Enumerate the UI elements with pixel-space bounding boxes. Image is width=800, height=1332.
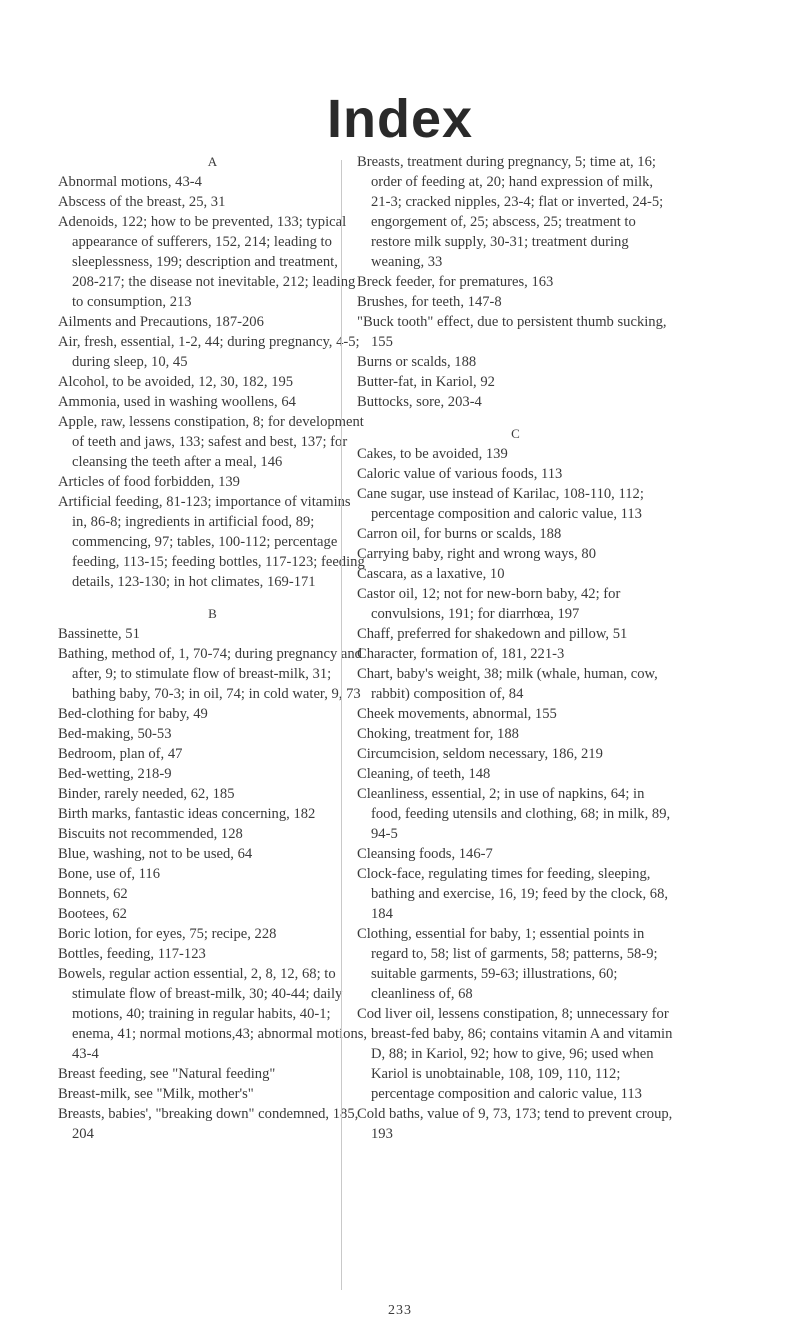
index-entry: Abscess of the breast, 25, 31 [58, 194, 226, 210]
index-entry: Clothing, essential for baby, 1; essential points in regard to, 58; list of garments, 58; patterns, 58-9; suitable garments, 59-63; illustrations, 60; cleanliness of, 68 [357, 926, 658, 1002]
index-entry: Choking, treatment for, 188 [357, 726, 519, 742]
index-entry: Bassinette, 51 [58, 626, 140, 642]
index-entry: Bootees, 62 [58, 906, 127, 922]
index-entry: Brushes, for teeth, 147-8 [357, 294, 502, 310]
index-entry: Biscuits not recommended, 128 [58, 826, 243, 842]
index-entry: Carrying baby, right and wrong ways, 80 [357, 546, 596, 562]
index-entry: Breast-milk, see "Milk, mother's" [58, 1086, 254, 1102]
index-entry: Clock-face, regulating times for feeding, sleeping, bathing and exercise, 16, 19; feed by the clock, 68, 184 [357, 866, 669, 922]
index-entry: Ammonia, used in washing woollens, 64 [58, 394, 296, 410]
index-entry: Abnormal motions, 43-4 [58, 174, 202, 190]
index-entry: Blue, washing, not to be used, 64 [58, 846, 253, 862]
section-gap [357, 412, 675, 424]
index-entry: Bathing, method of, 1, 70-74; during pregnancy and after, 9; to stimulate flow of breast-milk, 31; bathing baby, 70-3; in oil, 74; in cold water, 9, 73 [58, 646, 362, 702]
index-column-right [357, 152, 675, 1144]
index-entry: Air, fresh, essential, 1-2, 44; during pregnancy, 4-5; during sleep, 10, 45 [58, 334, 360, 370]
index-entry: "Buck tooth" effect, due to persistent thumb sucking, 155 [357, 314, 667, 350]
index-entry: Castor oil, 12; not for new-born baby, 42; for convulsions, 191; for diarrhœa, 197 [357, 586, 621, 622]
index-entry: Cod liver oil, lessens constipation, 8; unnecessary for breast-fed baby, 86; contains vitamin A and vitamin D, 88; in Kariol, 92; how to give, 96; used when Kariol is unobtainable, 108, 109, 110, 112; percentage composition and caloric value, 113 [357, 1006, 673, 1102]
column-divider [341, 160, 342, 1290]
index-entry: Bottles, feeding, 117-123 [58, 946, 206, 962]
index-entry: Circumcision, seldom necessary, 186, 219 [357, 746, 603, 762]
index-entry: Breasts, babies', "breaking down" condemned, 185, 204 [58, 1106, 359, 1142]
index-entry: Bed-making, 50-53 [58, 726, 172, 742]
index-entry: Chart, baby's weight, 38; milk (whale, human, cow, rabbit) composition of, 84 [357, 666, 658, 702]
index-entry: Bedroom, plan of, 47 [58, 746, 183, 762]
index-entry: Adenoids, 122; how to be prevented, 133; typical appearance of sufferers, 152, 214; leading to sleeplessness, 199; description and treatment, 208-217; the disease not inevitable, 212; leading to consumption, 213 [58, 214, 356, 310]
index-entry: Artificial feeding, 81-123; importance of vitamins in, 86-8; ingredients in artificial food, 89; commencing, 97; tables, 100-112; percentage feeding, 113-15; feeding bottles, 117-123; feeding details, 123-130; in hot climates, 169-171 [58, 494, 365, 590]
index-entry: Carron oil, for burns or scalds, 188 [357, 526, 562, 542]
section-letter: C [511, 426, 521, 441]
index-entry: Burns or scalds, 188 [357, 354, 477, 370]
index-entry: Buttocks, sore, 203-4 [357, 394, 482, 410]
index-entry: Cakes, to be avoided, 139 [357, 446, 508, 462]
index-entry: Cleansing foods, 146-7 [357, 846, 493, 862]
index-entry: Bed-clothing for baby, 49 [58, 706, 208, 722]
page-number: 233 [388, 1303, 412, 1318]
index-entry: Boric lotion, for eyes, 75; recipe, 228 [58, 926, 277, 942]
index-entry: Caloric value of various foods, 113 [357, 466, 563, 482]
index-entry: Articles of food forbidden, 139 [58, 474, 240, 490]
page-title: Index [326, 89, 474, 149]
index-entry: Cascara, as a laxative, 10 [357, 566, 505, 582]
index-entry: Ailments and Precautions, 187-206 [58, 314, 264, 330]
section-gap [58, 592, 368, 604]
index-entry: Alcohol, to be avoided, 12, 30, 182, 195 [58, 374, 294, 390]
section-letter: B [208, 606, 218, 621]
index-entry: Bowels, regular action essential, 2, 8, 12, 68; to stimulate flow of breast-milk, 30; 40-44; daily motions, 40; training in regular habits, 40-1; enema, 41; normal motions,43; abnormal motions, 43-4 [58, 966, 368, 1062]
index-entry: Character, formation of, 181, 221-3 [357, 646, 565, 662]
index-entry: Binder, rarely needed, 62, 185 [58, 786, 235, 802]
index-entry: Cleanliness, essential, 2; in use of napkins, 64; in food, feeding utensils and clothing, 68; in milk, 89, 94-5 [357, 786, 671, 842]
index-entry: Cane sugar, use instead of Karilac, 108-110, 112; percentage composition and caloric value, 113 [357, 486, 644, 522]
index-entry: Birth marks, fantastic ideas concerning, 182 [58, 806, 316, 822]
index-column-left [58, 152, 368, 1144]
index-entry: Chaff, preferred for shakedown and pillow, 51 [357, 626, 628, 642]
index-entry: Breck feeder, for prematures, 163 [357, 274, 554, 290]
index-entry: Bonnets, 62 [58, 886, 128, 902]
index-entry: Breasts, treatment during pregnancy, 5; time at, 16; order of feeding at, 20; hand expression of milk, 21-3; cracked nipples, 23-4; flat or inverted, 24-5; engorgement of, 25; abscess, 25; treatment to restore milk supply, 30-31; treatment during weaning, 33 [357, 154, 664, 270]
index-entry: Apple, raw, lessens constipation, 8; for development of teeth and jaws, 133; safest and best, 137; for cleansing the teeth after a meal, 146 [58, 414, 364, 470]
index-entry: Butter-fat, in Kariol, 92 [357, 374, 495, 390]
index-entry: Bone, use of, 116 [58, 866, 161, 882]
index-entry: Bed-wetting, 218-9 [58, 766, 172, 782]
index-entry: Cold baths, value of 9, 73, 173; tend to prevent croup, 193 [357, 1106, 673, 1142]
index-entry: Breast feeding, see "Natural feeding" [58, 1066, 276, 1082]
index-entry: Cheek movements, abnormal, 155 [357, 706, 557, 722]
section-letter: A [207, 154, 219, 169]
index-entry: Cleaning, of teeth, 148 [357, 766, 491, 782]
